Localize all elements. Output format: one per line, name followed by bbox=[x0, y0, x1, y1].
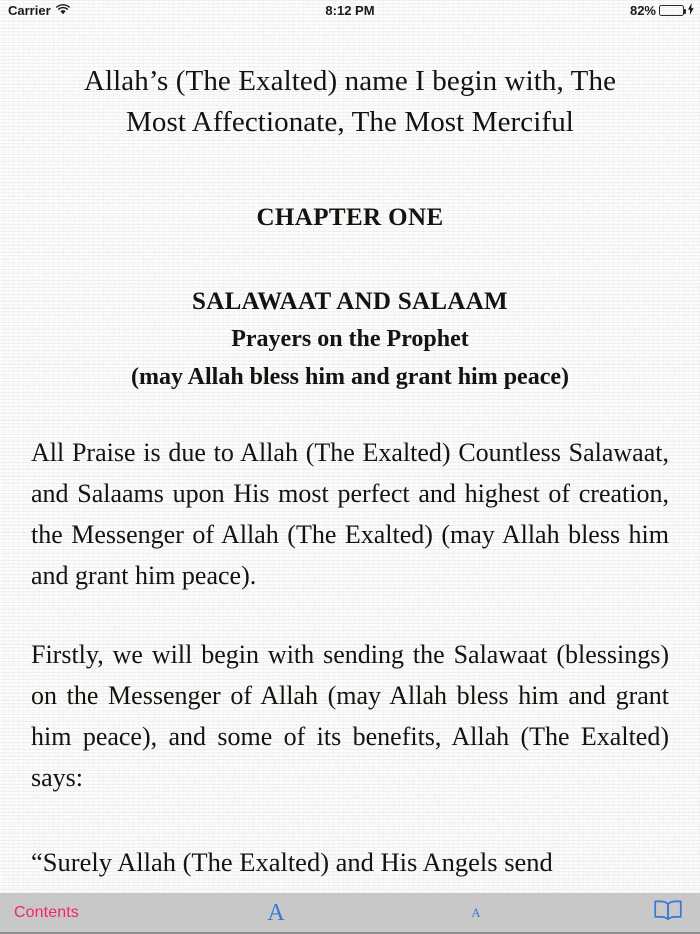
decrease-font-size-button[interactable] bbox=[452, 893, 500, 932]
paragraph-3: “Surely Allah (The Exalted) and His Angels send bbox=[31, 847, 553, 877]
section-heading-subtitle: Prayers on the Prophet bbox=[231, 326, 469, 352]
lightning-bolt-icon bbox=[688, 3, 694, 18]
open-book-icon bbox=[654, 898, 682, 927]
paragraph-2: Firstly, we will begin with sending the Salawaat (blessings) on the Messenger of Allah (may Allah bless him and grant him peace), and some of its benefits, Allah (The Exalted) says: bbox=[31, 640, 669, 792]
paragraph-1: All Praise is due to Allah (The Exalted) Countless Salawaat, and Salaams upon His most perfect and highest of creation, the Messenger of Allah (The Exalted) (may Allah bless him and grant him peace). bbox=[31, 438, 669, 590]
carrier-label: Carrier bbox=[8, 2, 51, 18]
contents-button-label: Contents bbox=[14, 903, 79, 921]
book-content bbox=[31, 20, 669, 883]
status-bar bbox=[0, 0, 700, 20]
basmala-line-1: Allah’s (The Exalted) name I begin with, The bbox=[83, 65, 617, 97]
section-heading-title: SALAWAAT AND SALAAM bbox=[192, 288, 508, 315]
bottom-toolbar bbox=[0, 893, 700, 934]
small-a-icon: A bbox=[471, 905, 481, 920]
contents-button[interactable] bbox=[14, 893, 79, 932]
basmala-line-2: Most Affectionate, The Most Merciful bbox=[126, 106, 574, 138]
battery-icon bbox=[659, 5, 684, 16]
battery-percent-label: 82% bbox=[629, 2, 656, 18]
status-bar-time: 8:12 PM bbox=[325, 2, 375, 18]
basmala-title bbox=[31, 61, 669, 143]
bookmark-button[interactable] bbox=[646, 893, 690, 932]
increase-font-size-button[interactable] bbox=[252, 893, 300, 932]
large-a-icon: A bbox=[267, 899, 285, 926]
status-bar-right bbox=[630, 3, 694, 18]
section-heading-salutation: (may Allah bless him and grant him peace) bbox=[130, 364, 570, 390]
section-heading bbox=[31, 285, 669, 394]
chapter-heading: CHAPTER ONE bbox=[256, 204, 444, 231]
